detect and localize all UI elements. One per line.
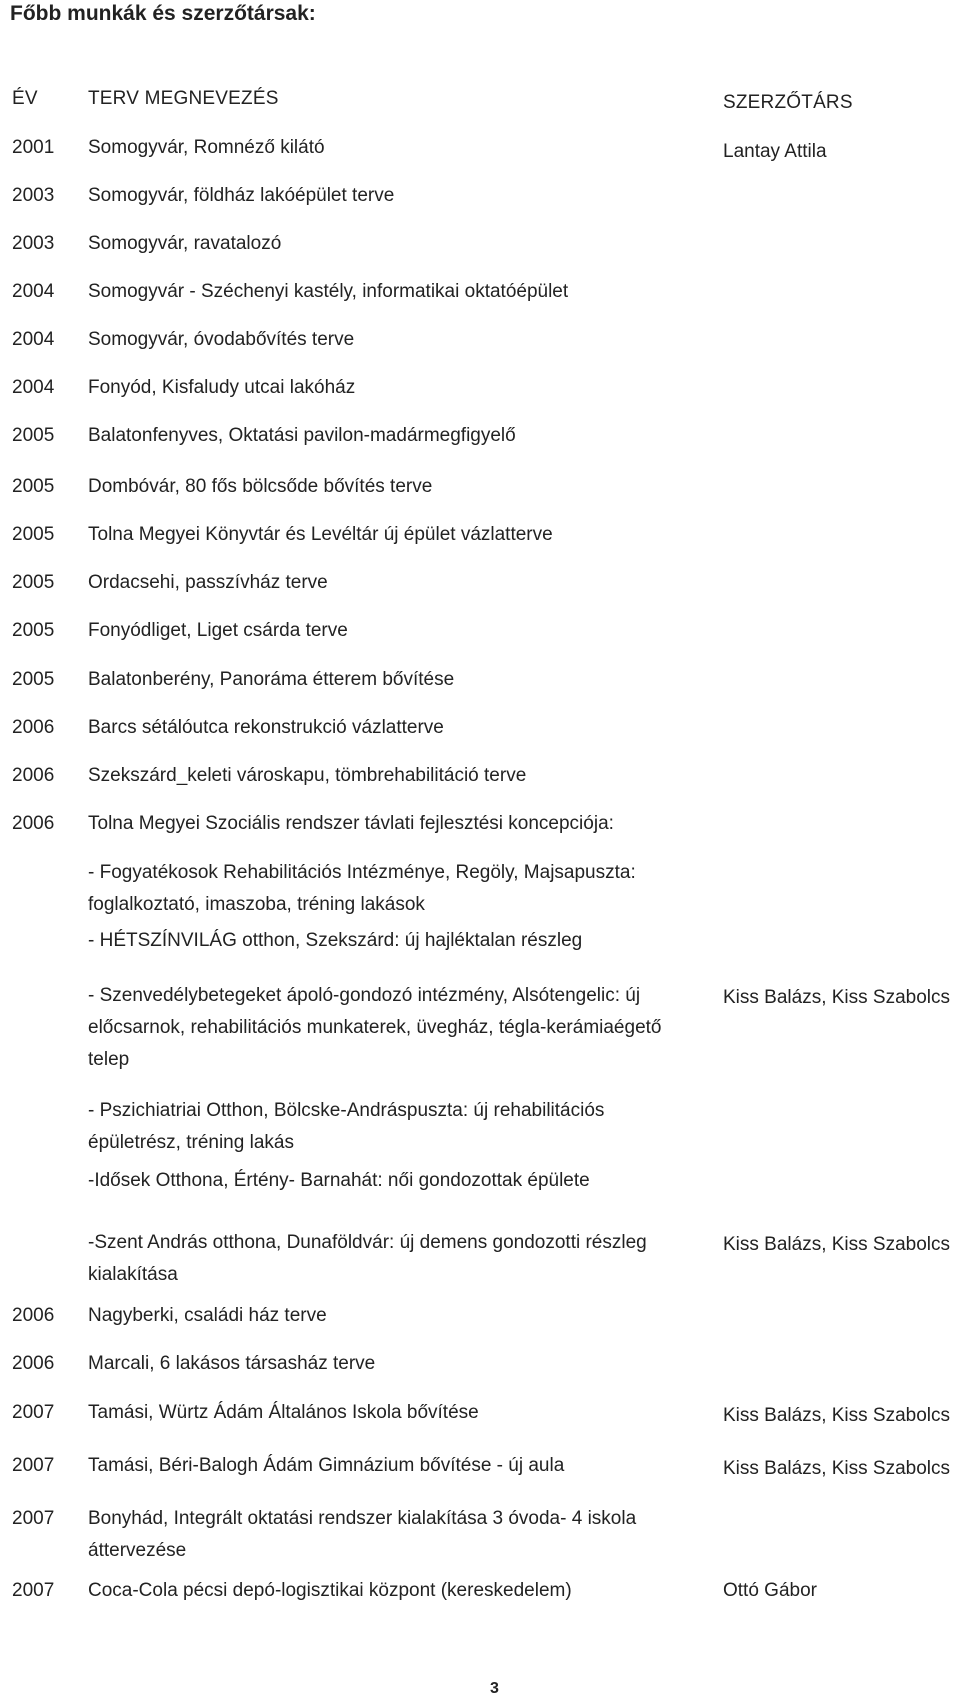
row-title: Tolna Megyei Szociális rendszer távlati fejlesztési koncepciója: <box>88 813 614 834</box>
row-title: Dombóvár, 80 fős bölcsőde bővítés terve <box>88 476 433 497</box>
row-title: Barcs sétálóutca rekonstrukció vázlatterve <box>88 717 444 738</box>
row-title: Szekszárd_keleti városkapu, tömbrehabilitáció terve <box>88 765 527 786</box>
page-number: 3 <box>490 1680 499 1697</box>
page-heading: Főbb munkák és szerzőtársak: <box>10 2 316 25</box>
row-year: 2005 <box>12 572 55 593</box>
row-title: Tamási, Würtz Ádám Általános Iskola bővítése <box>88 1402 479 1423</box>
row-partner: Kiss Balázs, Kiss Szabolcs <box>723 1458 951 1479</box>
row-year: 2007 <box>12 1455 55 1476</box>
row-year: 2006 <box>12 765 55 786</box>
row-title: Coca-Cola pécsi depó-logisztikai központ (kereskedelem) <box>88 1580 572 1601</box>
row-title: Somogyvár, földház lakóépület terve <box>88 185 395 206</box>
row-year: 2005 <box>12 669 55 690</box>
row-year: 2007 <box>12 1508 55 1529</box>
row-title: Ordacsehi, passzívház terve <box>88 572 328 593</box>
row-year: 2006 <box>12 1353 55 1374</box>
row-title: Balatonfenyves, Oktatási pavilon-madármegfigyelő <box>88 425 516 446</box>
row-title: Fonyódliget, Liget csárda terve <box>88 620 348 641</box>
row-title: Fonyód, Kisfaludy utcai lakóház <box>88 377 356 398</box>
row-title: - Pszichiatriai Otthon, Bölcske-Andráspuszta: új rehabilitációs épületrész, tréning lakás <box>88 1100 605 1153</box>
row-title: Nagyberki, családi ház terve <box>88 1305 327 1326</box>
row-title: Somogyvár, óvodabővítés terve <box>88 329 355 350</box>
row-year: 2007 <box>12 1402 55 1423</box>
row-title: Somogyvár - Széchenyi kastély, informatikai oktatóépület <box>88 281 569 302</box>
row-year: 2004 <box>12 281 55 302</box>
row-year: 2006 <box>12 717 55 738</box>
row-title: - Szenvedélybetegeket ápoló-gondozó intézmény, Alsótengelic: új előcsarnok, rehabilitációs munkaterek, üvegház, tégla-kerámiaégető telep <box>88 985 662 1070</box>
row-year: 2006 <box>12 1305 55 1326</box>
row-title: Somogyvár, ravatalozó <box>88 233 282 254</box>
row-year: 2003 <box>12 185 55 206</box>
row-partner: Ottó Gábor <box>723 1580 817 1601</box>
row-partner: Kiss Balázs, Kiss Szabolcs <box>723 987 951 1008</box>
row-year: 2007 <box>12 1580 55 1601</box>
row-year: 2005 <box>12 524 55 545</box>
row-year: 2004 <box>12 329 55 350</box>
row-year: 2001 <box>12 137 55 158</box>
row-year: 2004 <box>12 377 55 398</box>
row-title: Somogyvár, Romnéző kilátó <box>88 137 325 158</box>
row-year: 2005 <box>12 476 55 497</box>
row-title: Marcali, 6 lakásos társasház terve <box>88 1353 376 1374</box>
row-title: -Szent András otthona, Dunaföldvár: új demens gondozotti részleg kialakítása <box>88 1232 647 1285</box>
row-title: Bonyhád, Integrált oktatási rendszer kialakítása 3 óvoda- 4 iskola áttervezése <box>88 1508 637 1561</box>
row-partner: Lantay Attila <box>723 141 827 162</box>
row-partner: Kiss Balázs, Kiss Szabolcs <box>723 1405 951 1426</box>
column-header-partner: SZERZŐTÁRS <box>723 92 853 113</box>
row-title: Balatonberény, Panoráma étterem bővítése <box>88 669 455 690</box>
row-year: 2003 <box>12 233 55 254</box>
row-partner: Kiss Balázs, Kiss Szabolcs <box>723 1234 951 1255</box>
row-title: - HÉTSZÍNVILÁG otthon, Szekszárd: új hajléktalan részleg <box>88 930 583 951</box>
column-header-year: ÉV <box>12 88 38 109</box>
row-title: - Fogyatékosok Rehabilitációs Intézménye, Regöly, Majsapuszta: foglalkoztató, imaszoba, tréning lakások <box>88 862 636 915</box>
row-title: Tolna Megyei Könyvtár és Levéltár új épület vázlatterve <box>88 524 553 545</box>
row-title: Tamási, Béri-Balogh Ádám Gimnázium bővítése - új aula <box>88 1455 565 1476</box>
row-year: 2005 <box>12 425 55 446</box>
column-header-title: TERV MEGNEVEZÉS <box>88 88 279 109</box>
row-year: 2006 <box>12 813 55 834</box>
row-title: -Idősek Otthona, Értény- Barnahát: női gondozottak épülete <box>88 1170 590 1191</box>
row-year: 2005 <box>12 620 55 641</box>
